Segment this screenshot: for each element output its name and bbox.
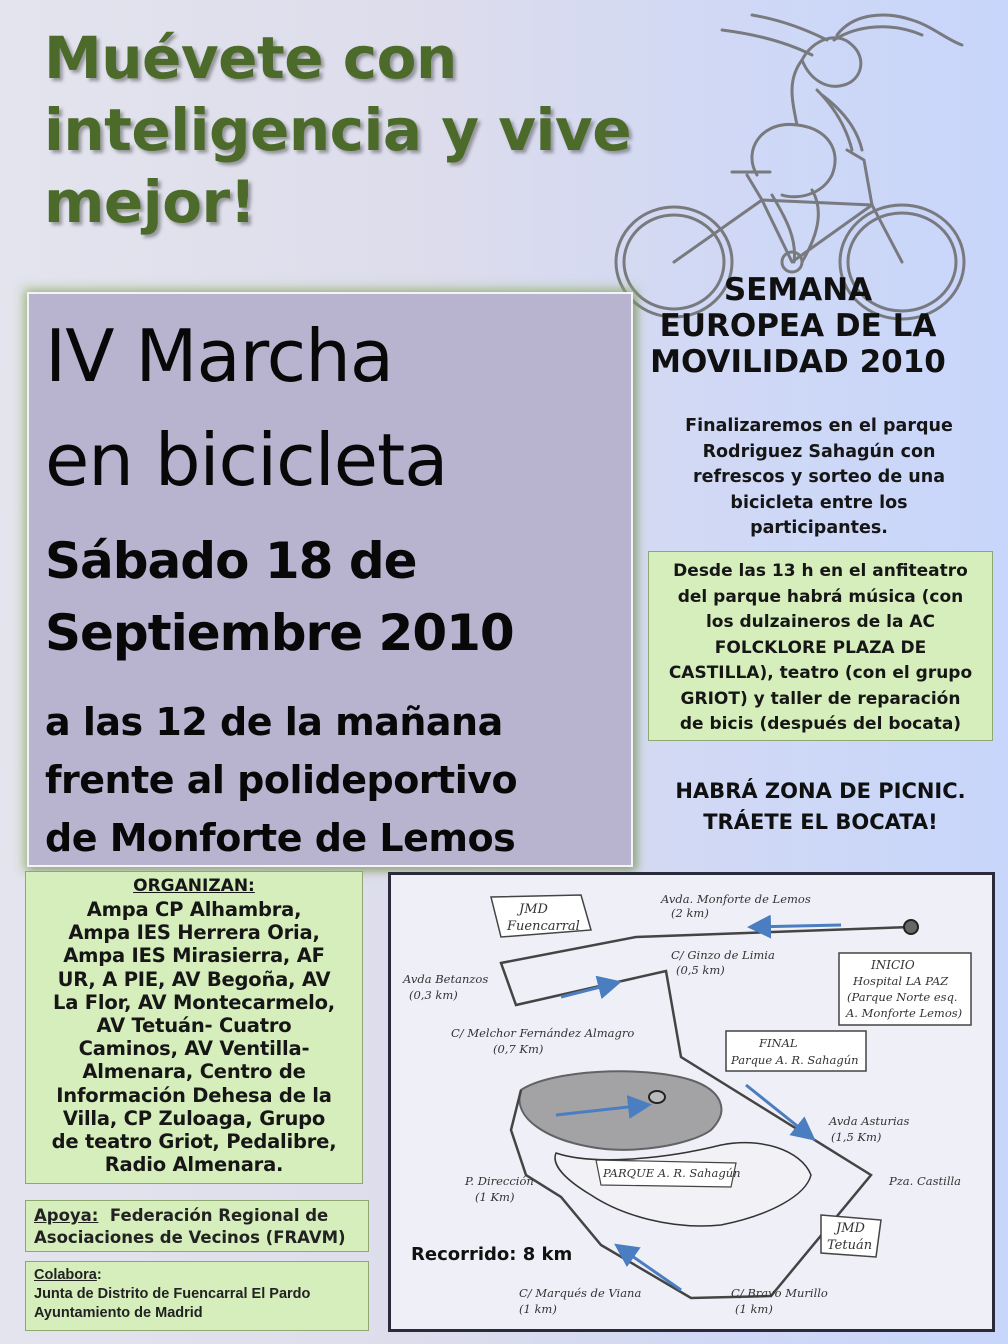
label-marques-km: (1 km) xyxy=(519,1302,557,1316)
activities-line-5: CASTILLA), teatro (con el grupo xyxy=(668,663,973,683)
organizer-line: Ampa CP Alhambra, xyxy=(86,898,302,921)
organizers-label: ORGANIZAN xyxy=(133,876,249,896)
picnic-line-1: HABRÁ ZONA DE PICNIC. xyxy=(675,779,966,803)
label-bravo: C/ Bravo Murillo xyxy=(731,1286,828,1300)
organizer-line: de teatro Griot, Pedalibre, xyxy=(51,1130,337,1154)
label-inicio-2: Hospital LA PAZ xyxy=(853,974,949,988)
activities-line-1: Desde las 13 h en el anfiteatro xyxy=(673,561,968,581)
organizer-line: AV Tetuán- Cuatro xyxy=(96,1014,292,1038)
activities-line-6: GRIOT) y taller de reparación xyxy=(680,688,961,709)
label-final-1: FINAL xyxy=(759,1036,798,1050)
supporter-label: Apoya: xyxy=(34,1206,99,1225)
organizer-line: Información Dehesa de la xyxy=(56,1083,332,1107)
organizer-line: UR, A PIE, AV Begoña, AV xyxy=(57,967,331,991)
label-marques: C/ Marqués de Viana xyxy=(519,1286,642,1300)
label-inicio-4: A. Monforte Lemos) xyxy=(846,1006,963,1020)
label-final-2: Parque A. R. Sahagún xyxy=(731,1053,859,1067)
activities-line-2: del parque habrá música (con xyxy=(677,586,964,607)
label-melchor-km: (0,7 Km) xyxy=(493,1042,544,1056)
route-arrow xyxy=(746,1085,811,1137)
organizer-line: Almenara, Centro de xyxy=(82,1060,306,1084)
picnic-line-2: TRÁETE EL BOCATA! xyxy=(703,810,938,834)
organizer-line: Villa, CP Zuloaga, Grupo xyxy=(62,1106,326,1130)
label-betanzos-km: (0,3 km) xyxy=(409,988,458,1002)
label-asturias: Avda Asturias xyxy=(829,1114,910,1128)
label-bravo-km: (1 km) xyxy=(735,1302,773,1316)
label-betanzos: Avda Betanzos xyxy=(403,972,489,986)
supporter-name-2: Asociaciones de Vecinos (FRAVM) xyxy=(34,1228,346,1247)
collaborator-box xyxy=(25,1261,369,1331)
label-ginzo-km: (0,5 km) xyxy=(676,963,725,977)
event-time-location-line-3: de Monforte de Lemos xyxy=(45,816,516,860)
label-direccion-km: (1 Km) xyxy=(475,1190,515,1204)
finalizaremos-line-4: bicicleta entre los xyxy=(730,492,908,513)
organizer-line: Radio Almenara. xyxy=(104,1153,284,1177)
route-arrow xyxy=(619,1247,681,1290)
route-distance: Recorrido: 8 km xyxy=(411,1244,573,1265)
headline-line-1: Muévete con xyxy=(44,24,457,92)
event-time-location-line-1: a las 12 de la mañana xyxy=(45,700,503,744)
main-event-box xyxy=(27,292,633,867)
headline-line-2: inteligencia y vive xyxy=(44,96,632,164)
supporter-line-1 xyxy=(34,1205,360,1227)
start-marker xyxy=(904,920,918,934)
activities-line-3: los dulzaineros de la AC xyxy=(705,612,936,632)
finalizaremos-line-1: Finalizaremos en el parque xyxy=(685,416,953,436)
event-date-line-2: Septiembre 2010 xyxy=(45,604,514,662)
finalizaremos-line-3: refrescos y sorteo de una xyxy=(692,467,946,487)
label-jmd-tetuan-2: Tetuán xyxy=(827,1238,873,1253)
collaborator-line-2: Ayuntamiento de Madrid xyxy=(34,1305,203,1321)
label-direccion: P. Dirección xyxy=(465,1174,534,1188)
activities-line-4: FOLCKLORE PLAZA DE xyxy=(714,637,927,658)
park-shape xyxy=(519,1071,721,1150)
organizers-box xyxy=(25,871,363,1184)
supporter-name-1: Federación Regional de xyxy=(109,1206,329,1225)
label-inicio-1: INICIO xyxy=(871,958,915,972)
event-time-location-line-2: frente al polideportivo xyxy=(45,758,518,802)
organizers-list xyxy=(30,898,358,1176)
activities-line-7: de bicis (después del bocata) xyxy=(679,714,962,734)
semana-line-3: MOVILIDAD 2010 xyxy=(650,344,946,380)
organizer-line: Caminos, AV Ventilla- xyxy=(78,1037,310,1061)
organizer-line: Ampa IES Mirasierra, AF xyxy=(63,944,325,968)
activities-box xyxy=(648,551,993,741)
organizers-title: ORGANIZAN: xyxy=(133,876,255,896)
semana-line-1: SEMANA xyxy=(723,272,873,308)
label-avda-monforte: Avda. Monforte de Lemos xyxy=(661,892,811,906)
finalizaremos-text xyxy=(660,414,978,542)
event-date-line-1: Sábado 18 de xyxy=(45,532,417,590)
organizer-line: Ampa IES Herrera Oria, xyxy=(68,921,320,945)
label-castilla: Pza. Castilla xyxy=(889,1174,962,1188)
semana-line-2: EUROPEA DE LA xyxy=(659,308,937,344)
label-asturias-km: (1,5 Km) xyxy=(831,1130,882,1144)
label-avda-monforte-km: (2 km) xyxy=(671,906,709,920)
label-jmd-tetuan-1: JMD xyxy=(836,1221,865,1236)
collaborator-title: Colabora: xyxy=(34,1267,102,1283)
headline-line-3: mejor! xyxy=(44,168,256,236)
semana-europea-heading xyxy=(640,272,956,380)
picnic-notice xyxy=(648,776,993,838)
collaborator-line-1: Junta de Distrito de Fuencarral El Pardo xyxy=(34,1286,311,1302)
supporter-box xyxy=(25,1200,369,1252)
amphitheatre-icon xyxy=(649,1091,665,1103)
event-title-line-1: IV Marcha xyxy=(45,314,393,398)
finalizaremos-line-5: participantes. xyxy=(750,518,888,538)
event-title-line-2: en bicicleta xyxy=(45,418,448,502)
collaborator-label: Colabora xyxy=(34,1267,97,1283)
finalizaremos-line-2: Rodriguez Sahagún con xyxy=(702,441,936,462)
label-melchor: C/ Melchor Fernández Almagro xyxy=(451,1026,635,1040)
label-parque: PARQUE A. R. Sahagún xyxy=(603,1166,741,1180)
label-inicio-3: (Parque Norte esq. xyxy=(847,990,958,1004)
route-arrow xyxy=(753,925,841,927)
route-map xyxy=(388,872,995,1332)
label-jmd-fuencarral-1: JMD xyxy=(519,902,548,917)
label-ginzo: C/ Ginzo de Limia xyxy=(671,948,775,962)
route-arrow xyxy=(561,983,616,997)
organizer-line: La Flor, AV Montecarmelo, xyxy=(53,990,335,1014)
label-jmd-fuencarral-2: Fuencarral xyxy=(507,919,580,934)
